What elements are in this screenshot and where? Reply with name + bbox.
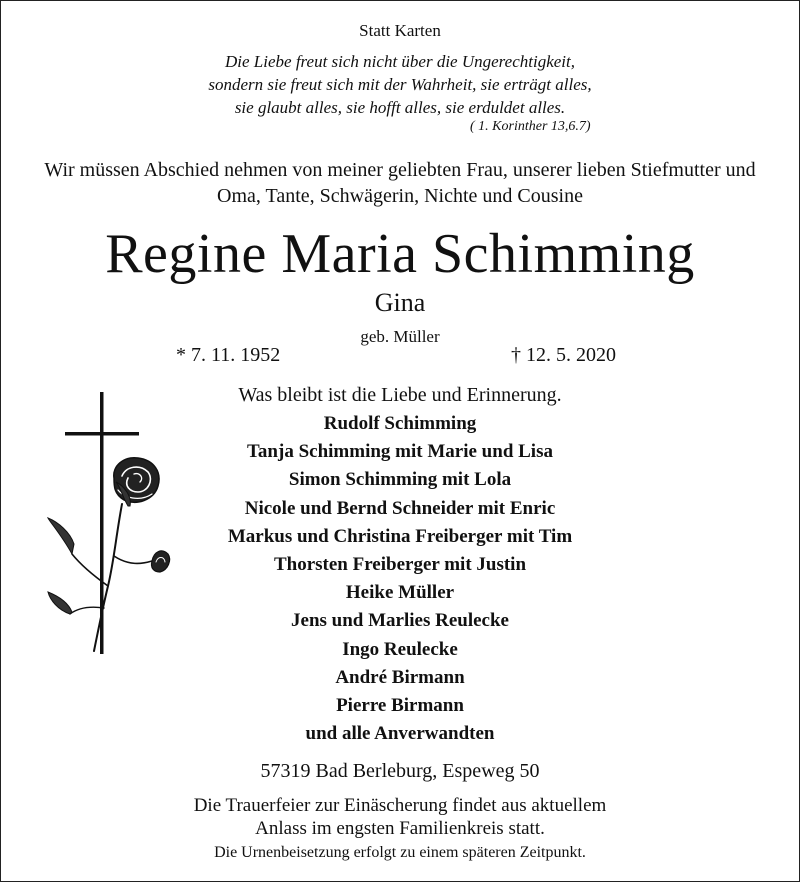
mourner-name: Jens und Marlies Reulecke [291,610,509,632]
birth-name: geb. Müller [360,327,440,346]
mourner-name: Markus und Christina Freiberger mit Tim [227,525,573,547]
urn-notice: Die Urnenbeisetzung erfolgt zu einem späteren Zeitpunkt. [214,844,586,861]
address: 57319 Bad Berleburg, Espeweg 50 [260,760,540,782]
mourner-name: Simon Schimming mit Lola [288,469,512,491]
mourner-name: Rudolf Schimming [323,413,477,434]
mourner-name: Thorsten Freiberger mit Justin [273,553,527,575]
deceased-name: Regine Maria Schimming [105,223,695,285]
verse-line: sondern sie freut sich mit der Wahrheit, sie erträgt alles, [208,75,592,94]
verse-line: Die Liebe freut sich nicht über die Ungerechtigkeit, [225,52,575,71]
funeral-notice [0,794,800,840]
intro-text [0,157,800,209]
intro-line: Oma, Tante, Schwägerin, Nichte und Cousine [217,185,583,207]
deceased-nickname: Gina [374,288,426,317]
verse-line: sie glaubt alles, sie hofft alles, sie erduldet alles. [234,98,566,117]
notice-line: Die Trauerfeier zur Einäscherung findet aus aktuellem [193,795,607,816]
mourner-name: und alle Anverwandten [305,723,495,745]
death-date: † 12. 5. 2020 [511,344,616,366]
mourner-name: Tanja Schimming mit Marie und Lisa [247,441,553,463]
mourner-name: André Birmann [335,666,465,688]
mourners-list [140,410,660,748]
notice-line: Anlass im engsten Familienkreis statt. [255,818,545,839]
intro-line: Wir müssen Abschied nehmen von meiner geliebten Frau, unserer lieben Stiefmutter und [44,159,756,181]
bible-verse [0,50,800,119]
mourner-name: Pierre Birmann [336,694,464,716]
verse-reference: ( 1. Korinther 13,6.7) [470,119,591,134]
mourner-name: Heike Müller [345,582,455,604]
mourner-name: Nicole und Bernd Schneider mit Enric [244,497,556,519]
mourner-name: Ingo Reulecke [342,638,458,660]
birth-date: * 7. 11. 1952 [176,344,281,366]
header-label: Statt Karten [359,21,441,40]
closing-line: Was bleibt ist die Liebe und Erinnerung. [238,384,562,406]
